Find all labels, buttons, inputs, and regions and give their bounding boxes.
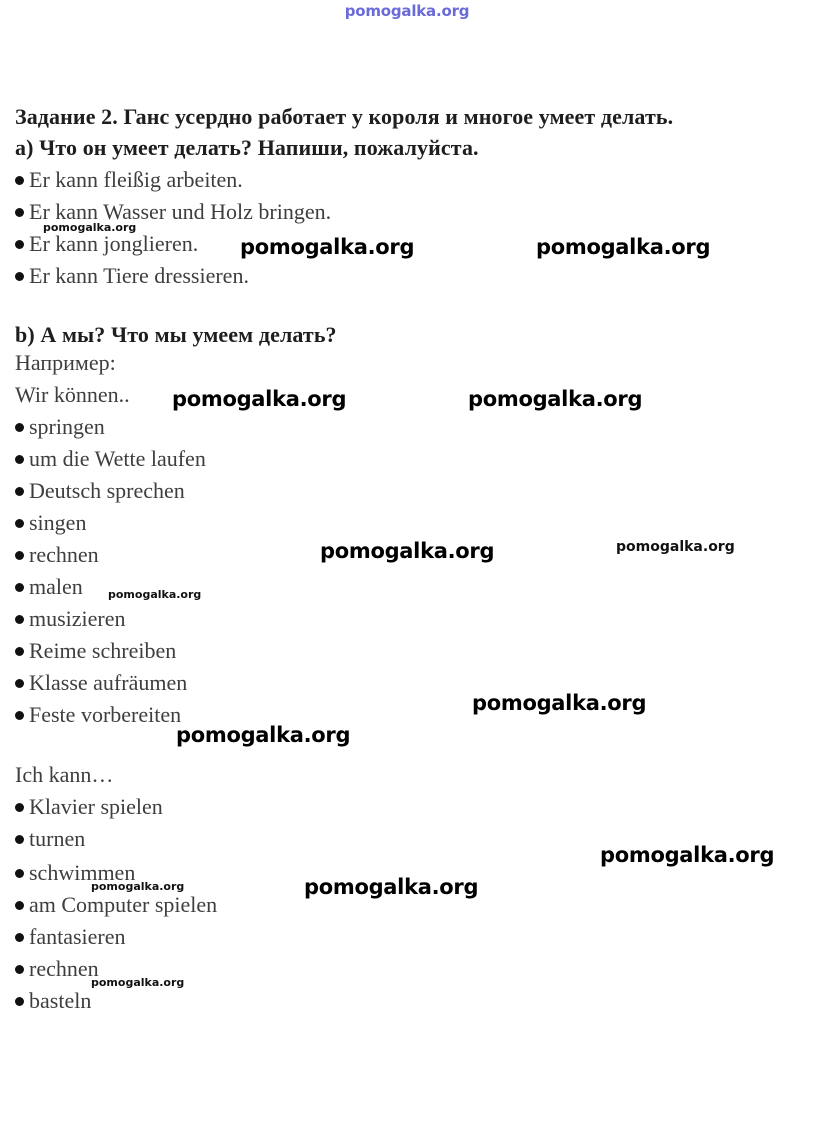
watermark: pomogalka.org xyxy=(320,539,495,563)
watermark: pomogalka.org xyxy=(616,539,735,555)
list-item: Klavier spielen xyxy=(15,794,163,820)
list-item: Reime schreiben xyxy=(15,638,176,664)
list-item: springen xyxy=(15,414,105,440)
list-item: basteln xyxy=(15,988,91,1014)
watermark: pomogalka.org xyxy=(304,875,479,899)
watermark: pomogalka.org xyxy=(91,976,185,989)
bullet-icon xyxy=(15,423,24,432)
bullet-icon xyxy=(15,679,24,688)
bullet-icon xyxy=(15,965,24,974)
watermark: pomogalka.org xyxy=(536,235,711,259)
list-item: Er kann Wasser und Holz bringen. xyxy=(15,199,331,225)
list-item: Er kann jonglieren. xyxy=(15,231,198,257)
bullet-icon xyxy=(15,803,24,812)
bullet-icon xyxy=(15,711,24,720)
bullet-icon xyxy=(15,901,24,910)
watermark: pomogalka.org xyxy=(472,691,647,715)
bullet-icon xyxy=(15,997,24,1006)
list-item: Deutsch sprechen xyxy=(15,478,185,504)
watermark: pomogalka.org xyxy=(108,588,202,601)
bullet-icon xyxy=(15,615,24,624)
list-item: rechnen xyxy=(15,542,99,568)
bullet-icon xyxy=(15,176,24,185)
list-item: Feste vorbereiten xyxy=(15,702,181,728)
bullet-icon xyxy=(15,647,24,656)
bullet-icon xyxy=(15,272,24,281)
bullet-icon xyxy=(15,208,24,217)
watermark: pomogalka.org xyxy=(91,880,185,893)
list-item: fantasieren xyxy=(15,924,126,950)
bullet-icon xyxy=(15,583,24,592)
watermark: pomogalka.org xyxy=(600,843,775,867)
bullet-icon xyxy=(15,869,24,878)
list-item: malen xyxy=(15,574,83,600)
part-b-question: b) А мы? Что мы умеем делать? xyxy=(15,322,337,347)
watermark: pomogalka.org xyxy=(176,723,351,747)
bullet-icon xyxy=(15,487,24,496)
watermark: pomogalka.org xyxy=(43,221,137,234)
we-can-label: Wir können.. xyxy=(15,382,130,407)
list-item: schwimmen xyxy=(15,860,135,886)
bullet-icon xyxy=(15,455,24,464)
list-item: turnen xyxy=(15,826,85,852)
list-item: am Computer spielen xyxy=(15,892,217,918)
list-item: singen xyxy=(15,510,86,536)
bullet-icon xyxy=(15,240,24,249)
example-label: Например: xyxy=(15,350,116,375)
watermark: pomogalka.org xyxy=(172,387,347,411)
bullet-icon xyxy=(15,551,24,560)
watermark: pomogalka.org xyxy=(468,387,643,411)
list-item: rechnen xyxy=(15,956,99,982)
site-header-watermark: pomogalka.org xyxy=(344,2,470,20)
list-item: Klasse aufräumen xyxy=(15,670,187,696)
list-item: Er kann Tiere dressieren. xyxy=(15,263,249,289)
list-item: um die Wette laufen xyxy=(15,446,206,472)
watermark: pomogalka.org xyxy=(240,235,415,259)
bullet-icon xyxy=(15,835,24,844)
list-item: Er kann fleißig arbeiten. xyxy=(15,167,243,193)
task-title: Задание 2. Ганс усердно работает у короля и многое умеет делать. xyxy=(15,104,674,129)
bullet-icon xyxy=(15,519,24,528)
list-item: musizieren xyxy=(15,606,126,632)
part-a-question: а) Что он умеет делать? Напиши, пожалуйста. xyxy=(15,135,479,160)
i-can-label: Ich kann… xyxy=(15,762,114,787)
bullet-icon xyxy=(15,933,24,942)
